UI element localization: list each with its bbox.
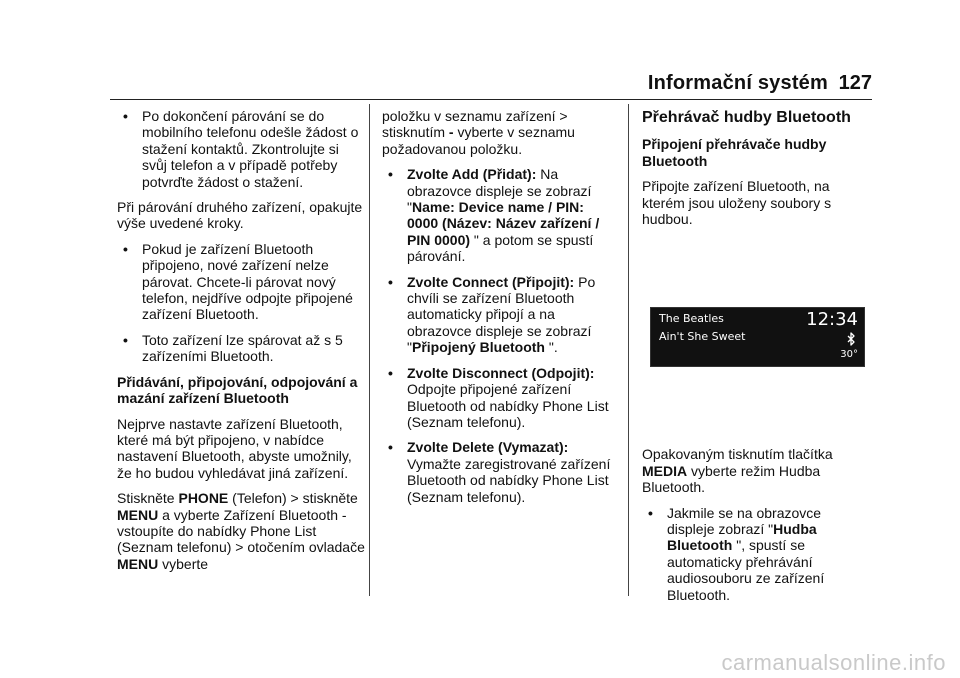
text-run: Po chvíli se zařízení Bluetooth automaticky připojí a na obrazovce displeje se zobrazí " <box>407 273 596 356</box>
radio-display <box>650 307 865 367</box>
text-run: vyberte <box>158 555 209 572</box>
bullet-item <box>642 505 872 603</box>
display-message: Připojený Bluetooth <box>411 339 545 356</box>
bullet-item <box>382 274 616 356</box>
text-run: vyberte režim Hudba Bluetooth. <box>642 462 821 496</box>
bullet-label: Zvolte Connect (Připojit): <box>407 273 575 290</box>
bullet-marker: • <box>388 364 393 381</box>
bullet-marker: • <box>388 166 393 183</box>
bullet-marker: • <box>123 108 128 124</box>
bullet-marker: • <box>388 439 393 456</box>
text-run: Vymažte zaregistrované zařízení Bluetooth od nabídky Phone List (Seznam telefonu). <box>407 455 611 505</box>
bullet-marker: • <box>388 273 393 290</box>
artist-name: The Beatles <box>659 312 724 325</box>
bullet-label: Zvolte Add (Přidat): <box>407 166 537 183</box>
column-2 <box>382 108 616 514</box>
bullet-item <box>117 108 365 190</box>
bullet-item <box>117 332 365 365</box>
column-divider-2 <box>628 104 629 596</box>
paragraph <box>117 490 365 572</box>
menu-label: MENU <box>117 555 159 572</box>
song-title: Ain't She Sweet <box>659 330 746 343</box>
text-run: Opakovaným tisknutím tlačítka <box>642 446 833 463</box>
header-rule <box>110 99 872 100</box>
column-divider-1 <box>369 104 370 596</box>
text-run: ", spustí se automaticky přehrávání audiosouboru ze zařízení Bluetooth. <box>667 537 825 603</box>
paragraph: Připojte zařízení Bluetooth, na kterém jsou uloženy soubory s hudbou. <box>642 178 832 228</box>
temperature: 30° <box>840 349 858 360</box>
subheading: Připojení přehrávače hudby Bluetooth <box>642 136 827 169</box>
subheading: Přidávání, připojování, odpojování a mazání zařízení Bluetooth <box>117 373 358 407</box>
text-run: ". <box>544 339 558 356</box>
bullet-text: Toto zařízení lze spárovat až s 5 zařízeními Bluetooth. <box>142 331 343 365</box>
paragraph <box>642 446 872 495</box>
text-run: Odpojte připojené zařízení Bluetooth od nabídky Phone List (Seznam telefonu). <box>407 381 609 430</box>
bullet-text: Po dokončení párování se do mobilního telefonu odešle žádost o stažení kontaktů. Zkontrolujte si svůj telefon a v případě potřeby potvrďte žádost o stažení. <box>142 108 359 190</box>
bullet-text: Pokud je zařízení Bluetooth připojeno, nové zařízení nelze párovat. Chcete-li párovat nový telefon, nejdříve odpojte připojené zařízení Bluetooth. <box>142 240 353 323</box>
dash-key: - <box>448 124 454 141</box>
media-label: MEDIA <box>642 462 688 479</box>
watermark: carmanualsonline.info <box>721 650 946 675</box>
paragraph <box>382 108 616 157</box>
phone-label: PHONE <box>178 490 229 507</box>
bullet-label: Zvolte Disconnect (Odpojit): <box>407 364 595 381</box>
text-run: Stiskněte <box>117 490 179 507</box>
bullet-item <box>382 166 616 264</box>
display-message: Name: Device name / PIN: 0000 (Název: Název zařízení / PIN 0000) <box>407 199 600 248</box>
bullet-item <box>382 439 616 505</box>
display-message: Hudba Bluetooth <box>667 521 817 554</box>
text-run: vyberte v seznamu požadovanou položku. <box>382 124 575 157</box>
bullet-item <box>117 241 365 323</box>
menu-label: MENU <box>117 506 159 523</box>
text-run: položku v seznamu zařízení > stisknutím <box>382 108 568 141</box>
text-run: Jakmile se na obrazovce displeje zobrazí " <box>667 504 822 538</box>
bluetooth-icon <box>846 332 856 346</box>
page-header-title: Informační systém <box>647 72 828 94</box>
text-run: a vyberte Zařízení Bluetooth - vstoupíte do nabídky Phone List (Seznam telefonu) > otočením ovladače <box>117 506 365 556</box>
bullet-item <box>382 365 616 431</box>
section-heading: Přehrávač hudby Bluetooth <box>642 109 851 126</box>
paragraph: Při párování druhého zařízení, opakujte výše uvedené kroky. <box>117 199 363 232</box>
paragraph: Nejprve nastavte zařízení Bluetooth, které má být připojeno, v nabídce nastavení Bluetooth, abyste umožnily, že ho budou vyhledávat jiná zařízení. <box>117 415 352 481</box>
text-run: Na obrazovce displeje se zobrazí " <box>407 166 592 216</box>
bullet-marker: • <box>123 240 128 257</box>
text-run: (Telefon) > stiskněte <box>228 490 358 507</box>
column-1 <box>117 108 365 581</box>
clock: 12:34 <box>806 309 858 330</box>
bullet-marker: • <box>123 331 128 348</box>
page-number: 127 <box>838 72 872 94</box>
text-run: " a potom se spustí párování. <box>407 231 594 265</box>
bullet-marker: • <box>648 504 653 521</box>
bullet-label: Zvolte Delete (Vymazat): <box>407 439 569 456</box>
